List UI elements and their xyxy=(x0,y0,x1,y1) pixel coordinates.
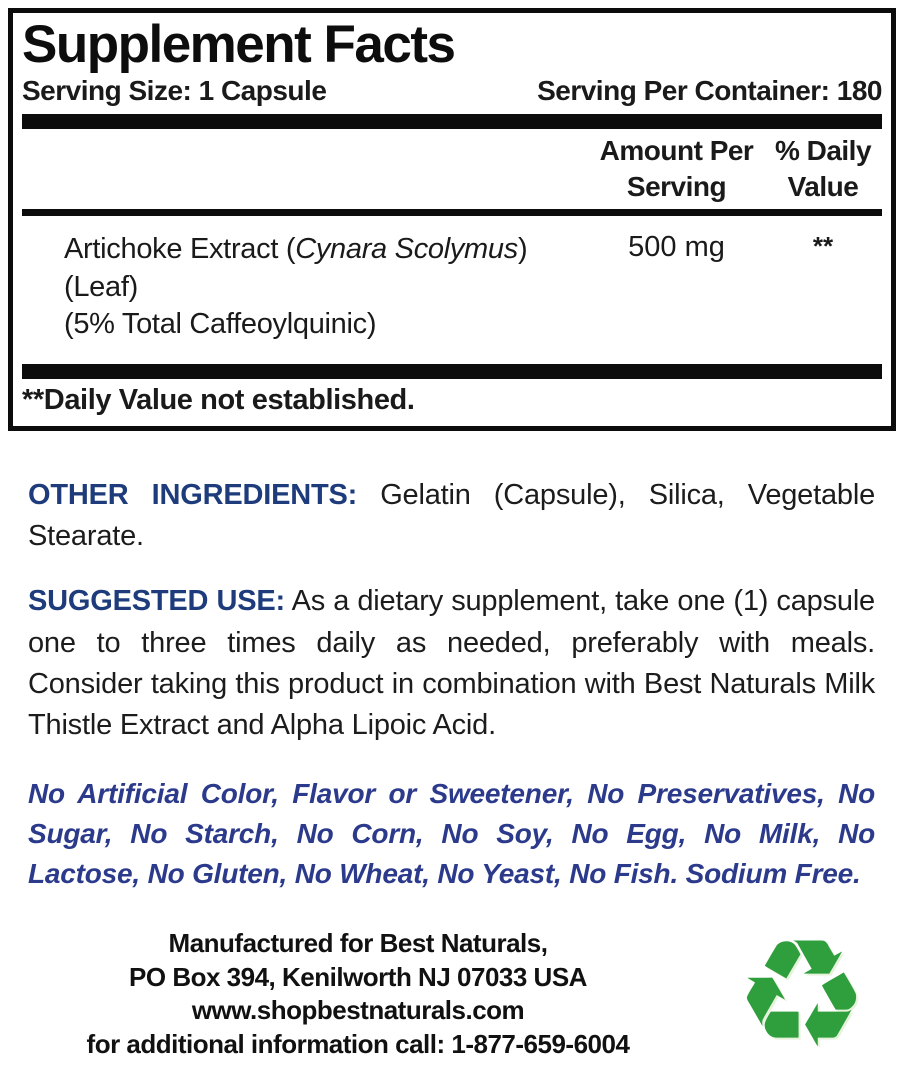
ingredient-row xyxy=(22,231,882,364)
suggested-use-text: As a dietary supplement, take one (1) capsule one to three times daily as needed, preferably with meals. Consider taking this product in combination with Best Naturals Milk Thistle Extract and Alpha Lipoic Acid. xyxy=(28,585,875,741)
other-ingredients-paragraph xyxy=(28,475,875,557)
address-line: PO Box 394, Kenilworth NJ 07033 USA xyxy=(129,961,587,992)
no-additives-claims: No Artificial Color, Flavor or Sweetener, No Preservatives, No Sugar, No Starch, No Corn, No Soy, No Egg, No Milk, No Lactose, No Gluten, No Wheat, No Yeast, No Fish. Sodium Free. xyxy=(28,778,875,889)
phone-line: for additional information call: 1-877-659-6004 xyxy=(86,1029,630,1060)
suggested-use-label: SUGGESTED USE: xyxy=(28,585,285,618)
column-header-daily-value: % Daily Value xyxy=(774,135,872,203)
divider-thick-bottom xyxy=(22,364,882,379)
manufacturer-footer xyxy=(8,910,895,1078)
daily-value-footnote: **Daily Value not established. xyxy=(22,384,415,417)
ingredient-name-line2: (5% Total Caffeoylquinic) xyxy=(64,308,377,341)
suggested-use-paragraph xyxy=(28,581,875,746)
ingredient-daily-value: ** xyxy=(812,231,834,262)
website-line: www.shopbestnaturals.com xyxy=(191,995,525,1026)
divider-thick-top xyxy=(22,114,882,129)
column-header-row xyxy=(22,133,882,209)
recycle-icon: ♻ xyxy=(734,910,869,1078)
ingredient-name: Artichoke Extract (Cynara Scolymus) (Leaf) (5% Total Caffeoylquinic) xyxy=(22,231,589,344)
other-ingredients-text: Gelatin (Capsule), Silica, Vegetable Stearate. xyxy=(28,479,875,553)
manufacturer-info xyxy=(8,927,708,1062)
supplement-facts-panel xyxy=(8,8,896,431)
serving-size: Serving Size: 1 Capsule xyxy=(22,75,327,107)
manufacturer-line: Manufactured for Best Naturals, xyxy=(168,927,548,958)
column-header-amount: Amount Per Serving xyxy=(599,135,754,203)
panel-title: Supplement Facts xyxy=(22,15,455,74)
ingredient-amount: 500 mg xyxy=(628,231,725,264)
serving-row xyxy=(22,75,882,114)
other-ingredients-label: OTHER INGREDIENTS: xyxy=(28,479,358,512)
ingredient-latin-name: Cynara Scolymus xyxy=(295,233,518,266)
servings-per-container: Serving Per Container: 180 xyxy=(537,75,882,107)
divider-medium xyxy=(22,209,882,216)
